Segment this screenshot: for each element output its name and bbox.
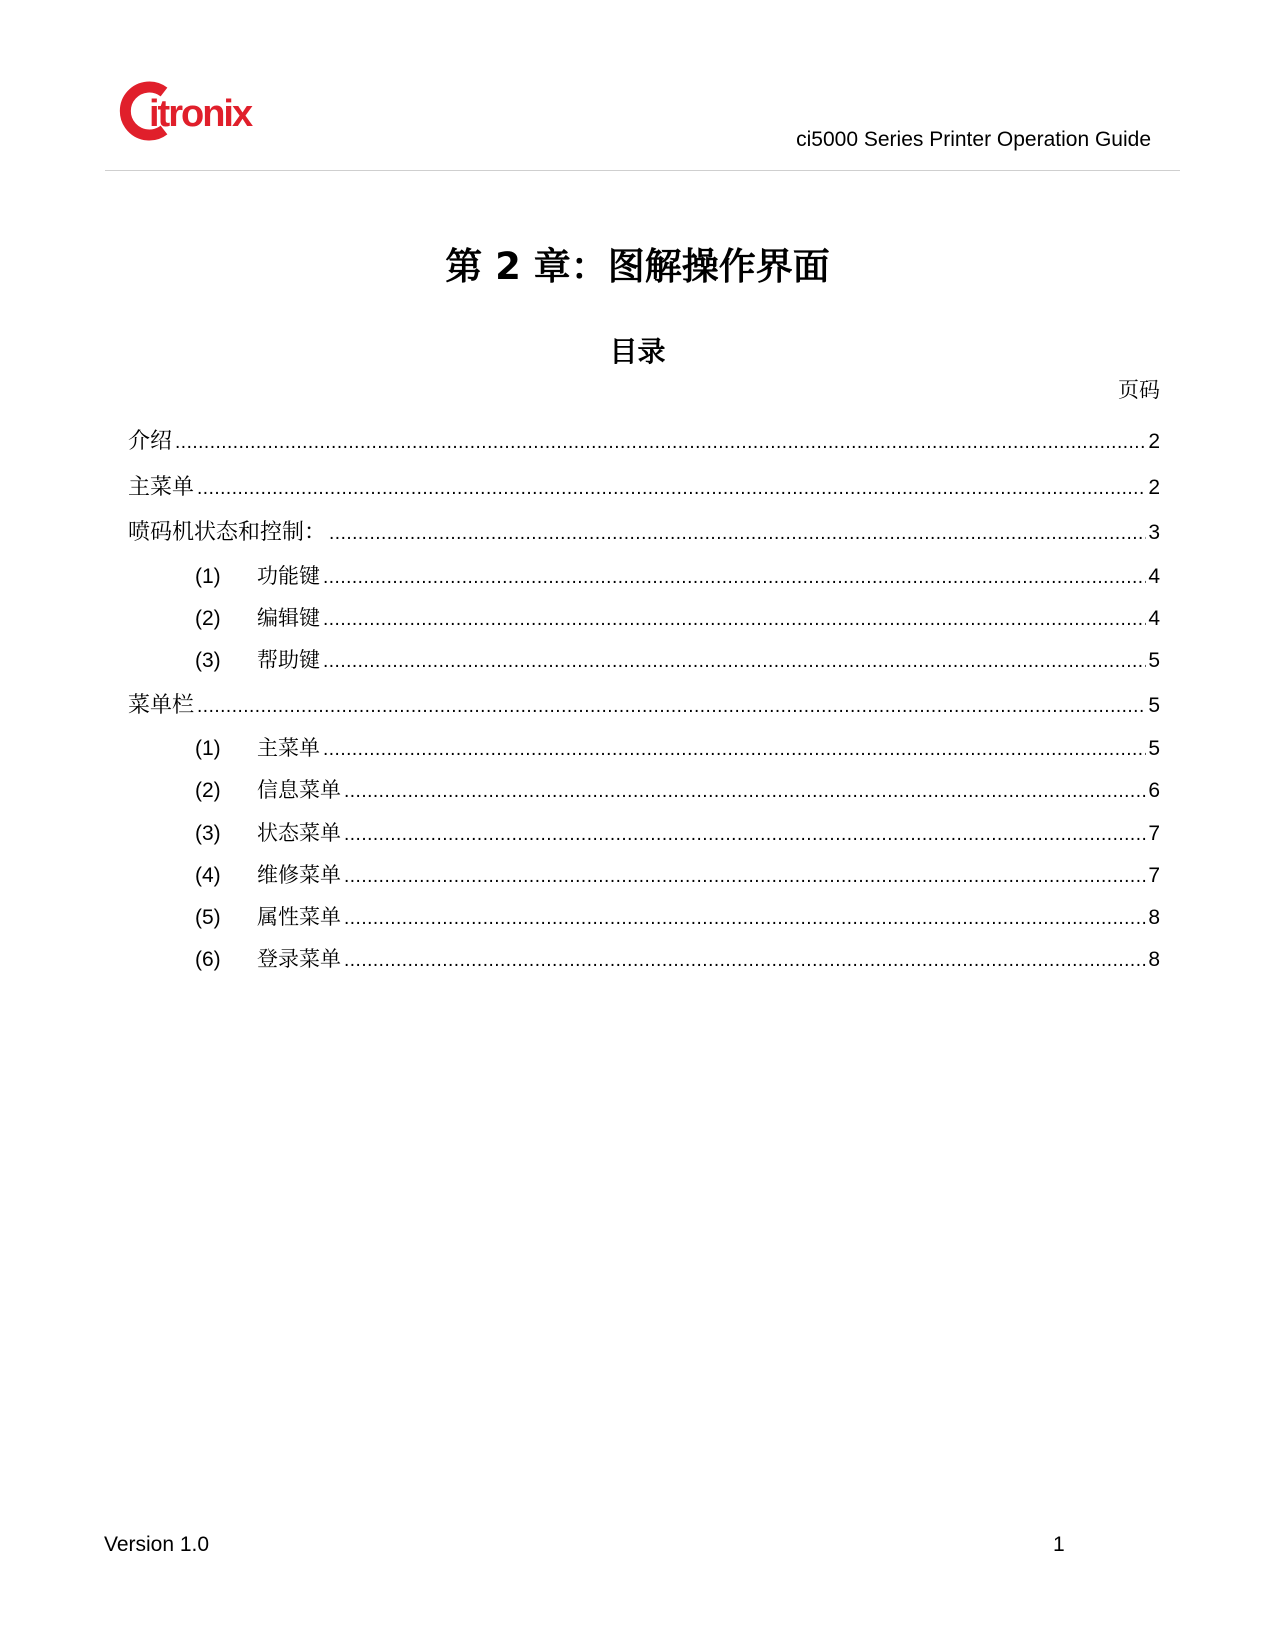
logo-wordmark: itronix [149,93,252,135]
toc-dot-leader [344,866,1146,888]
toc-entry-label: 信息菜单 [257,778,341,802]
toc-entry-number: (3) [195,649,221,672]
toc-entry-page: 5 [1148,649,1160,672]
toc-entry[interactable] [195,901,1160,931]
footer-page-number: 1 [1053,1533,1065,1556]
toc-entry-number: (2) [195,779,221,802]
toc-entry-page: 2 [1148,430,1160,453]
toc-entry-number: (1) [195,565,221,588]
toc-entry-page: 8 [1148,906,1160,929]
toc-entry-label: 主菜单 [128,475,195,500]
toc-dot-leader [323,567,1146,589]
toc-dot-leader [344,950,1146,972]
toc-entry-number: (3) [195,822,221,845]
toc-entry[interactable] [195,602,1160,632]
toc-entry-page: 4 [1148,607,1160,630]
toc-entry-label: 介绍 [128,429,173,454]
footer-version: Version 1.0 [104,1533,210,1556]
toc-entry[interactable] [195,560,1160,590]
toc-dot-leader [197,696,1146,718]
toc-entry-number: (1) [195,737,221,760]
toc-entry-label: 帮助键 [257,648,320,672]
document-title: ci5000 Series Printer Operation Guide [796,128,1151,151]
page-column-label: 页码 [1118,378,1160,402]
toc-dot-leader [175,432,1146,454]
toc-dot-leader [344,824,1146,846]
toc-entry-page: 7 [1148,822,1160,845]
chapter-title: 第 2 章：图解操作界面 [445,245,830,288]
toc-entry-page: 3 [1148,521,1160,544]
toc-entry-page: 6 [1148,779,1160,802]
toc-entry-page: 5 [1148,737,1160,760]
toc-entry-page: 8 [1148,948,1160,971]
toc-dot-leader [329,523,1146,545]
toc-entry[interactable] [128,688,1160,718]
toc-entry-number: (4) [195,864,221,887]
toc-entry-label: 登录菜单 [257,947,341,971]
toc-entry[interactable] [195,859,1160,889]
toc-entry[interactable] [128,470,1160,500]
toc-entry-page: 4 [1148,565,1160,588]
toc-entry-label: 状态菜单 [257,821,341,845]
toc-entry[interactable] [195,774,1160,804]
toc-dot-leader [344,781,1146,803]
toc-dot-leader [323,651,1146,673]
toc-entry-number: (6) [195,948,221,971]
toc-entry[interactable] [195,943,1160,973]
toc-entry-label: 属性菜单 [257,905,341,929]
toc-dot-leader [323,739,1146,761]
toc-entry[interactable] [195,644,1160,674]
citronix-logo [112,78,287,144]
toc-entry-label: 喷码机状态和控制： [128,520,327,545]
toc-entry[interactable] [128,424,1160,454]
toc-dot-leader [323,609,1146,631]
toc-heading: 目录 [609,335,666,368]
toc-entry-page: 7 [1148,864,1160,887]
toc-dot-leader [344,908,1146,930]
toc-entry-label: 维修菜单 [257,863,341,887]
toc-entry-page: 5 [1148,694,1160,717]
toc-entry-page: 2 [1148,476,1160,499]
toc-entry-number: (2) [195,607,221,630]
toc-entry-label: 菜单栏 [128,693,195,718]
toc-entry-label: 编辑键 [257,606,320,630]
toc-dot-leader [197,478,1146,500]
toc-entry-number: (5) [195,906,221,929]
header-divider [105,170,1180,171]
toc-entry-label: 功能键 [257,564,320,588]
toc-entry[interactable] [195,817,1160,847]
toc-entry-label: 主菜单 [257,736,320,760]
toc-entry[interactable] [195,732,1160,762]
toc-entry[interactable] [128,515,1160,545]
